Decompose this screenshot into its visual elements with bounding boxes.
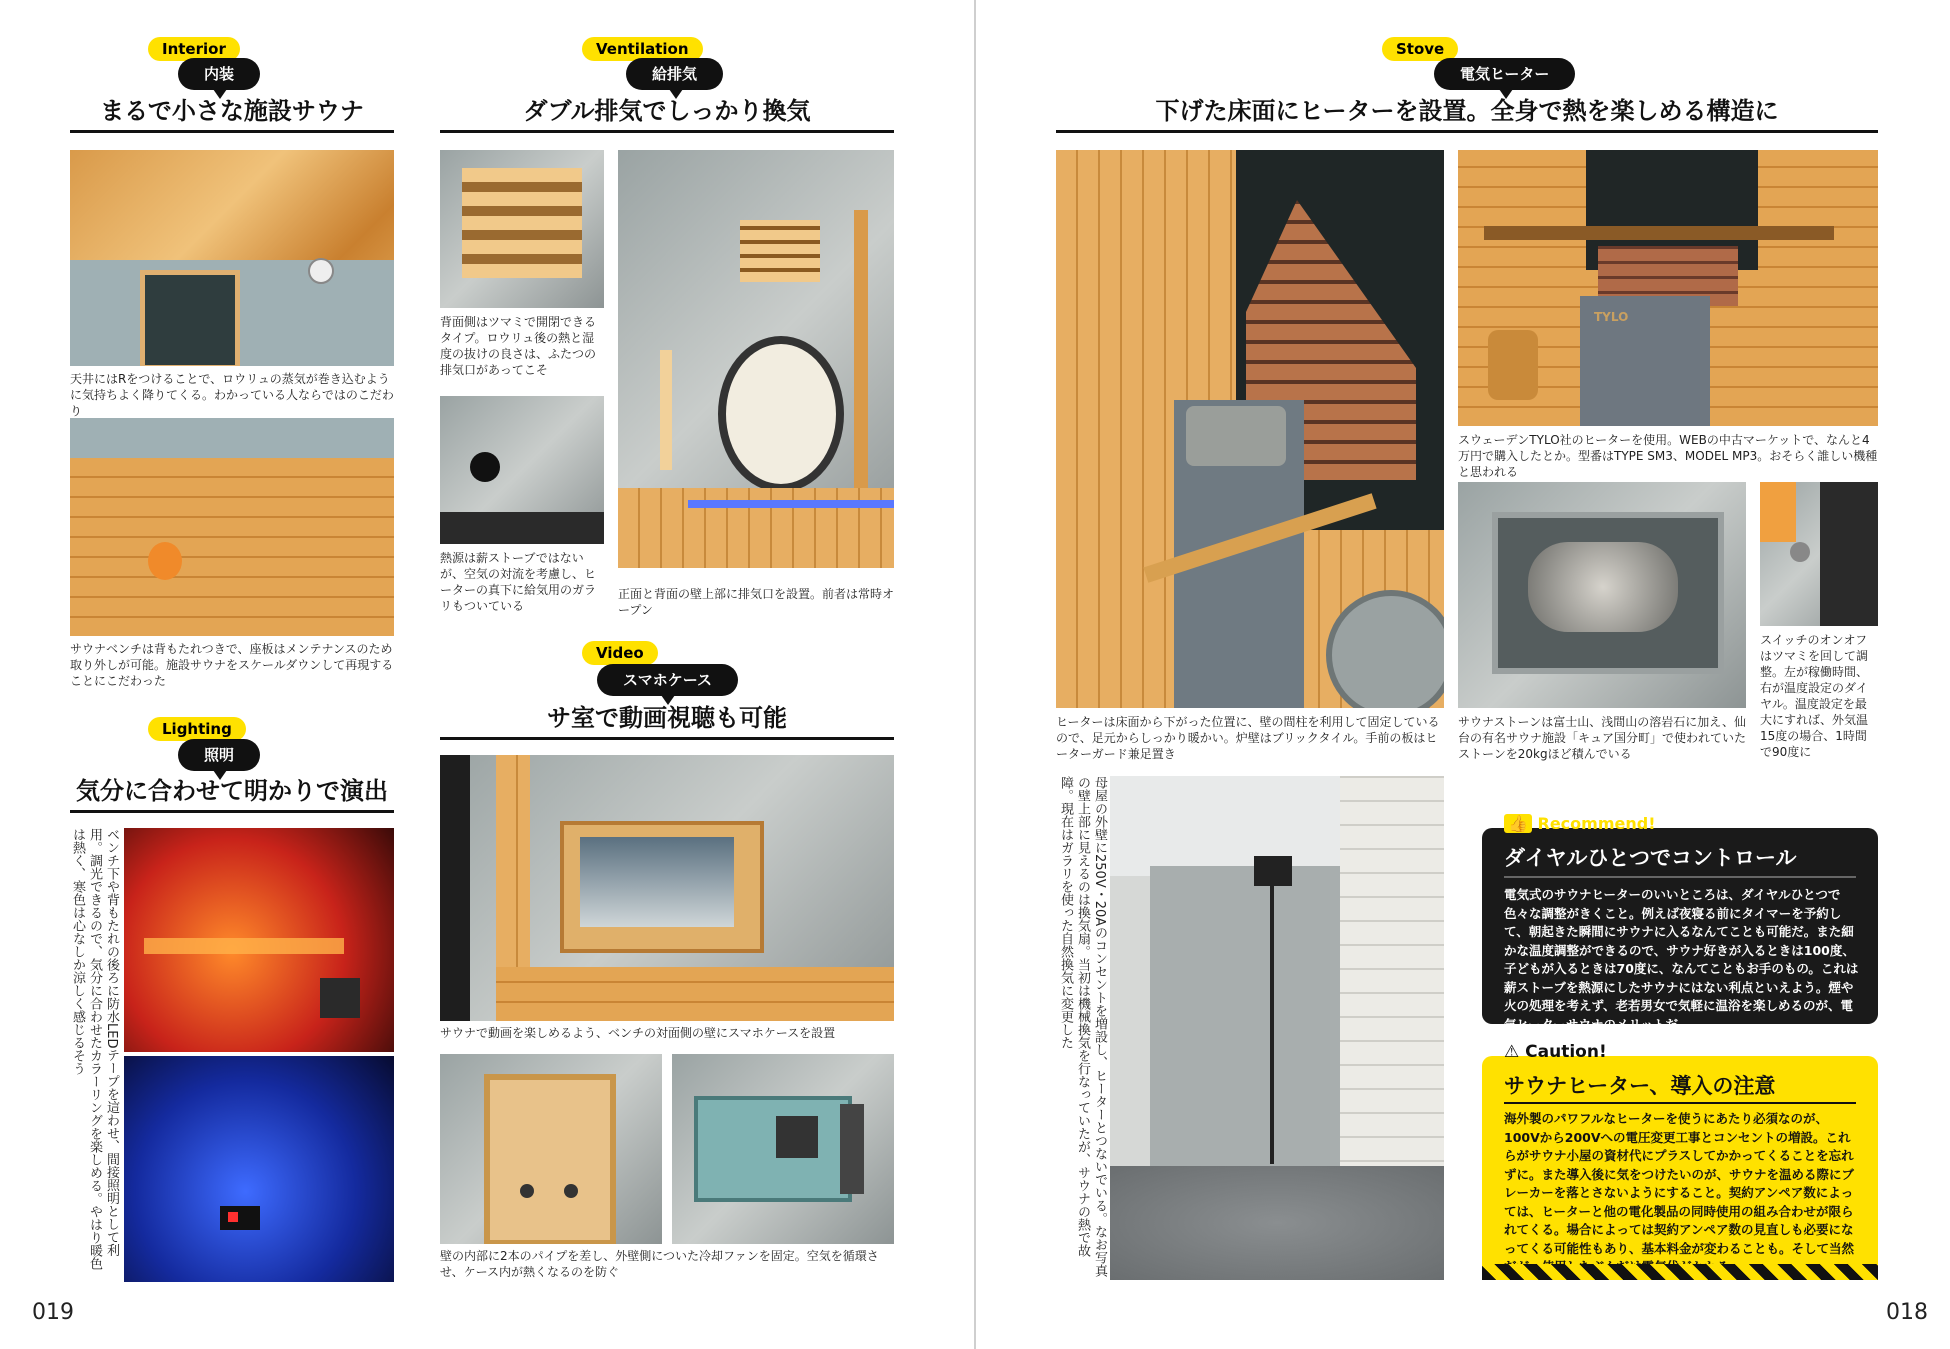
- caution-label: [1504, 1042, 1607, 1062]
- tylo-heater-photo: [1458, 150, 1878, 426]
- warm-lighting-photo: [124, 828, 394, 1052]
- outdoor-outlet-photo: [1110, 776, 1444, 1280]
- ventilation-tag: Ventilation: [582, 37, 703, 61]
- video-bubble: スマホケース: [597, 664, 738, 696]
- ventilation-headline: ダブル排気でしっかり換気: [440, 96, 894, 133]
- recommend-label: [1504, 814, 1655, 833]
- cool-lighting-photo: [124, 1056, 394, 1282]
- lighting-bubble: 照明: [178, 739, 260, 771]
- cooling-fan-photo: [672, 1054, 894, 1244]
- rear-vent-photo: [440, 150, 604, 308]
- ventilation-bubble: 給排気: [626, 58, 723, 90]
- heater-corner-photo: [1056, 150, 1444, 708]
- phone-case-photo: [440, 755, 894, 1021]
- stove-caption-2: ヒーターは床面から下がった位置に、壁の間柱を利用して固定しているので、足元からしっかり暖かい。炉壁はブリックタイル。手前の板はヒーターガード兼足置き: [1056, 715, 1440, 761]
- video-caption-2: 壁の内部に2本のパイプを差し、外壁側についた冷却ファンを固定。空気を循環させ、ケース内が熱くなるのを防ぐ: [440, 1249, 879, 1279]
- lighting-vertical-caption: ベンチ下や背もたれの後ろに防水LEDテープを這わせ、間接照明として利用。調光できるので、気分に合わせたカラーリングを楽しめる。やはり暖色は熱く、寒色は心なしか涼しく感じるそう: [70, 828, 119, 1270]
- interior-headline: まるで小さな施設サウナ: [70, 96, 394, 133]
- recommend-body: 電気式のサウナヒーターのいいところは、ダイヤルひとつで色々な調整がきくこと。例えば夜寝る前にタイマーを予約して、朝起きた瞬間にサウナに入るなんてことも可能だ。また細かな温度調整ができるので、サウナ好きが入るときは100度、子どもが入るときは70度に、なんてこともお手のもの。これは薪ストーブを熱源にしたサウナにはない利点といえよう。煙や火の処理を考えず、老若男女で気軽に温浴を楽しめるのが、電気ヒーターサウナのメリットだ。: [1504, 887, 1859, 1032]
- recommend-box: [1482, 814, 1878, 1032]
- stove-caption-3: サウナストーンは富士山、浅間山の溶岩石に加え、仙台の有名サウナ施設「キュア国分町」で使われていたストーンを20kgほど積んでいる: [1458, 715, 1747, 761]
- video-caption-1: サウナで動画を楽しめるよう、ベンチの対面側の壁にスマホケースを設置: [440, 1026, 836, 1040]
- interior-bubble: 内装: [178, 58, 260, 90]
- hazard-stripe: [1482, 1264, 1878, 1280]
- tylo-logo: TYLO: [1594, 310, 1629, 324]
- recommend-title: ダイヤルひとつでコントロール: [1504, 846, 1797, 870]
- video-tag: Video: [582, 641, 658, 665]
- sauna-stones-photo: [1458, 482, 1746, 708]
- stove-caption-1: スウェーデンTYLO社のヒーターを使用。WEBの中古マーケットで、なんと4万円で購入したとか。型番はTYPE SM3、MODEL MP3。おそらく誰しい機種と思われる: [1458, 433, 1878, 479]
- lighting-tag: Lighting: [148, 717, 246, 741]
- video-headline: サ室で動画視聴も可能: [440, 703, 894, 740]
- stove-caption-4: スイッチのオンオフはツマミを回して調整。左が稼働時間、右が温度設定のダイヤル。温度設定を最大にすれば、外気温15度の場合、1時間で90度に: [1760, 633, 1869, 759]
- right-page-number: 018: [1886, 1300, 1928, 1325]
- caution-body: 海外製のパワフルなヒーターを使うにあたり必須なのが、100Vから200Vへの電圧変更工事とコンセントの増設。これらがサウナ小屋の資材代にプラスしてかかってくることを忘れずに。また導入後に気をつけたいのが、サウナを温める際にブレーカーを落とさないようにすること。契約アンペア数によっては、ヒーターと他の電化製品の同時使用の組み合わせが限られてくる。場合によっては契約アンペア数の見直しも必要になってくる可能性もあり、基本料金が変わることも。そして当然: [1504, 1111, 1855, 1256]
- left-page-number: 019: [32, 1300, 74, 1325]
- recommend-label-text: Recommend!: [1537, 814, 1656, 833]
- stove-headline: 下げた床面にヒーターを設置。全身で熱を楽しめる構造に: [1056, 96, 1878, 133]
- air-intake-photo: [440, 396, 604, 544]
- caution-label-text: Caution!: [1525, 1042, 1607, 1062]
- interior-ceiling-photo: [70, 150, 394, 366]
- lighting-headline: 気分に合わせて明かりで演出: [70, 776, 394, 813]
- stove-tag: Stove: [1382, 37, 1458, 61]
- caution-title: サウナヒーター、導入の注意: [1504, 1074, 1776, 1098]
- ventilation-caption-1: 背面側はツマミで開閉できるタイプ。ロウリュ後の熱と湿度の抜けの良さは、ふたつの排気口があってこそ: [440, 315, 597, 377]
- thumbs-up-icon: 👍: [1504, 814, 1532, 833]
- caution-box: [1482, 1042, 1878, 1280]
- interior-bench-photo: [70, 418, 394, 636]
- stove-vertical-caption: 母屋の外壁に250V・20Aのコンセントを増設し、ヒーターとつないでいる。なお写真の壁上部に見えるのは換気扇。当初は機械換気を行なっていたが、サウナの熱で故障。現在はガラリを使った自然換気に変更した: [1058, 776, 1107, 1278]
- interior-tag: Interior: [148, 37, 240, 61]
- interior-caption-1: 天井にはRをつけることで、ロウリュの蒸気が巻き込むように気持ちよく降りてくる。わかっている人ならではのこだわり: [70, 372, 394, 418]
- front-vent-photo: [618, 150, 894, 568]
- ventilation-caption-3: 正面と背面の壁上部に排気口を設置。前者は常時オープン: [618, 587, 895, 617]
- stove-bubble: 電気ヒーター: [1434, 58, 1575, 90]
- interior-caption-2: サウナベンチは背もたれつきで、座板はメンテナンスのため取り外しが可能。施設サウナをスケールダウンして再現することにこだわった: [70, 642, 394, 688]
- warning-icon: ⚠: [1504, 1042, 1520, 1062]
- case-interior-photo: [440, 1054, 662, 1244]
- heater-dial-photo: [1760, 482, 1878, 626]
- ventilation-caption-2: 熱源は薪ストーブではないが、空気の対流を考慮し、ヒーターの真下に給気用のガラリもついている: [440, 551, 597, 613]
- page-gutter: [974, 0, 976, 1349]
